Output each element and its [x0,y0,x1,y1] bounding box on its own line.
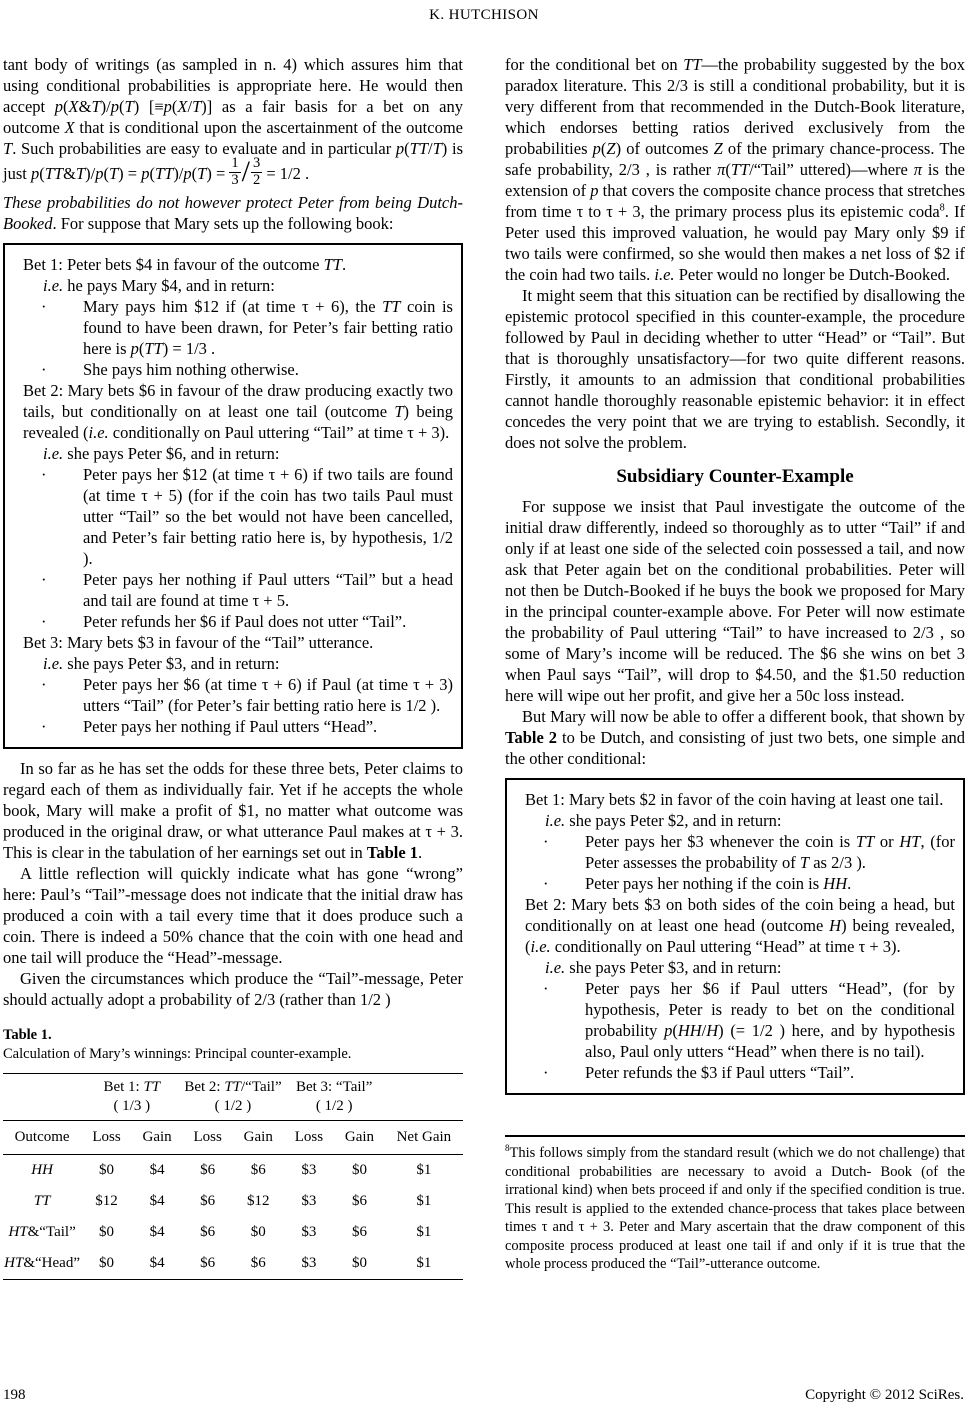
stacked-fraction: $\frac{1}{3}$ [231,155,239,188]
text-run: ( [725,160,731,179]
text-run: i.e. [545,811,566,830]
box-line-text [83,360,299,379]
bullet-marker: · [41,716,47,736]
text-run: HT [4,1254,24,1271]
box-line-bet [13,380,453,443]
paragraph [505,285,965,453]
text-run: T [432,139,442,158]
text-run: TT [730,160,750,179]
text-run: Peter would no longer be Dutch-Booked. [674,265,950,284]
box-line-bet [515,894,955,957]
value-cell: $6 [200,1192,216,1209]
column-header: Gain [334,1120,385,1154]
box-line-ie [13,275,453,296]
winnings-table [3,1073,463,1280]
column-header: Loss [81,1120,132,1154]
text-run: X [64,118,75,137]
text-run: conditionally on Paul uttering “Tail” at time τ + 3). [108,422,450,442]
box-line-bullet [515,978,955,1062]
text-run: p [141,164,150,184]
text-run: TT [382,296,401,316]
table-group-header [81,1073,182,1120]
text-run: HT [899,832,921,851]
text-run: TT [143,1078,161,1095]
bet-label [182,1078,283,1097]
text-run: T [124,97,134,116]
text-run: Peter refunds her $6 if Paul does not utter “Tail”. [83,611,407,631]
table-container [3,1073,463,1280]
value-cell: $12 [95,1192,118,1209]
value-cell: $0 [81,1248,132,1280]
text-run: Peter pays her $6 (at time τ + 6) if Paul (at time τ + 3) utters “Tail” (for Peter’s fair betting ratio here is 1/2 ). [83,674,453,715]
bullet-marker: · [543,832,549,851]
right-column [505,54,965,1274]
text-run: Bet 2: Mary bets $6 in favour of the draw producing exactly two tails, but conditionally on at least one tail (outcome [23,380,453,421]
text-run: X [68,97,79,116]
text-run: Z [713,139,723,158]
value-cell: $0 [351,1161,367,1178]
table-cell-empty [3,1073,81,1120]
value-cell: $6 [250,1161,266,1178]
box-line-bullet [13,569,453,611]
bet-box-principal [3,243,463,749]
box-line-bullet [13,464,453,569]
text-run: TT [154,164,174,184]
text-run: p [95,164,104,184]
bet-probability: ( 1/3 ) [113,1097,151,1114]
box-line-bet [13,632,453,653]
text-run: . Such probabilities are easy to evaluate and in particular [12,139,396,158]
text-run: or [874,832,900,851]
text-run: Peter pays her nothing if Paul utters “Head”. [83,716,378,736]
text-run: TT [44,164,64,184]
text-run: )/ [100,97,111,116]
text-run: ( [138,338,145,358]
text-run: Bet 3: Mary bets $3 in favour of the “Tail” utterance. [23,632,374,652]
table-group-header [182,1073,283,1120]
text-run: π [913,160,923,179]
text-run: ) is just [3,139,463,184]
text-run: Bet 1: Peter bets $4 in favour of the outcome [23,254,324,274]
fraction-slash: / [241,155,250,189]
column-header: Net Gain [385,1120,463,1154]
box-line-text [525,895,955,956]
text-run: )/ [85,164,96,184]
text-run: )/ [173,164,184,184]
paragraph [3,968,463,1010]
value-cell: $4 [149,1223,165,1240]
box-line-bullet [13,674,453,716]
table-caption-label: Table 1. [3,1026,52,1043]
text-run: coin is found to have been drawn, for Peter’s fair betting ratio here is [83,296,453,358]
text-run: i.e. [654,265,675,284]
value-cell: $6 [200,1223,216,1240]
copyright-notice: Copyright © 2012 SciRes. [805,1387,964,1403]
text-run: p [592,139,601,158]
text-run: ) = [118,164,142,184]
text-run: ( [171,97,178,116]
box-line-text [23,381,453,442]
value-cell: $3 [284,1248,335,1280]
bullet-marker: · [41,674,47,694]
text-run: , (for Peter assesses the probability of [585,832,956,872]
column-header: Gain [132,1120,183,1154]
text-run: / [428,139,433,158]
text-run: /“Tail” [241,1078,282,1095]
text-run: T [75,164,86,184]
paragraph-italic-lead [3,192,463,234]
text-run: / [187,97,193,116]
text-run: i.e. [43,443,64,463]
text-run: i.e. [545,958,566,977]
text-run: she pays Peter $3, and in return: [565,958,782,977]
text-run: TT [409,139,429,158]
text-run: he pays Mary $4, and in return: [63,275,275,295]
text-run: . [847,874,852,893]
text-run: . If Peter used this improved valuation, he would pay Mary only $9 if two tails were confirmed, so she would then makes a net loss of $2 if the coin had two tails. [505,202,965,284]
value-cell: $6 [351,1223,367,1240]
text-run: A little reflection will quickly indicate what has gone “wrong” here: Paul’s “Tail”-message does not indicate that the initial draw has produced a coin with a tail every time that it does produce such a coin. There is indeed a 50% chance that the coin with one head and one tail will produce the “Head”-message. [3,863,463,967]
bullet-marker: · [41,611,47,631]
box-line-ie [515,957,955,978]
box-line-text [545,958,781,977]
text-run: p [590,181,599,200]
paragraph [505,496,965,706]
bullet-marker: · [41,359,47,379]
text-run: TT [323,254,342,274]
text-run: T [197,164,207,184]
value-cell: $3 [301,1192,317,1209]
text-run: Mary pays him $12 if (at time τ + 6), the [83,296,383,316]
text-run: Bet 3: “Tail” [295,1078,373,1095]
text-run: = 1/2 . [262,164,310,184]
box-line-text [83,297,453,358]
bullet-marker: · [41,569,47,589]
box-line-text [83,612,406,631]
bullet-marker: · [41,296,47,316]
text-run: ) [≡ [133,97,164,116]
text-run: &“Head” [23,1254,80,1271]
text-run: Peter pays her $12 (at time τ + 6) if two tails are found (at time τ + 5) (for if the coin has two tails Paul must utter “Tail” so the bet would not have been cancelled, and Peter’s fair betting ratio here is, by hypothesis, 1/2 ). [83,464,453,568]
text-run: p [664,1021,673,1040]
box-line-text [23,633,373,652]
text-run: T [799,853,810,872]
text-run: Bet 1: [103,1078,144,1095]
paragraph-continuation [505,54,965,285]
paragraph-continuation [3,54,463,192]
text-run: ( [191,164,198,184]
text-run: T [394,401,404,421]
column-header: Loss [284,1120,335,1154]
footnote [505,1135,965,1274]
text-run: HT [8,1223,28,1240]
text-run: conditionally on Paul uttering “Head” at time τ + 3). [550,937,901,956]
bet-label [284,1078,385,1097]
value-cell: $3 [301,1161,317,1178]
box-line-text [43,276,275,295]
outcome-cell [3,1186,81,1217]
text-run: &“Tail” [27,1223,76,1240]
box-line-text [585,979,955,1061]
box-line-bullet [13,716,453,737]
text-run: H [706,1021,719,1040]
value-cell: $4 [149,1192,165,1209]
outcome-cell [3,1217,81,1248]
text-run: ) (= 1/2 ) here, and by hypothesis also, Paul only utters “Head” when there is no tail). [585,1021,955,1061]
box-line-bet [13,254,453,275]
box-line-bullet [515,873,955,894]
table-group-header [284,1073,385,1120]
text-run: ( [63,97,69,116]
stacked-fraction: $\frac{3}{2}$ [253,155,261,188]
box-line-bullet [13,359,453,380]
value-cell: $12 [247,1192,270,1209]
running-head: K. HUTCHISON [429,7,539,23]
box-line-text [83,675,453,715]
text-run: for the conditional bet on [505,55,684,74]
box-line-ie [13,443,453,464]
text-run: 8 [505,1143,510,1154]
bullet-marker: · [543,979,549,998]
text-run: T [192,97,202,116]
text-run: p [183,164,192,184]
text-run: In so far as he has set the odds for these three bets, Peter claims to regard each of them as individually fair. Yet if he accepts the whole book, Mary will make a profit of $1, no matter what outcome was produced in the original draw, or what utterance Paul makes at τ + 3. This is clear in the tabulation of her earnings set out in [3,758,463,862]
text-run: 8 [939,202,945,214]
table-row [3,1154,463,1186]
bet-probability: ( 1/2 ) [214,1097,252,1114]
box-line-text [83,717,377,736]
table-row [3,1248,463,1280]
box-line-text [43,444,279,463]
box-line-text [585,1063,854,1082]
box-line-bullet [515,1062,955,1083]
text-run: Z [606,139,616,158]
text-run: HH [677,1021,702,1040]
table-column-header-row [3,1120,463,1154]
text-run: T [91,97,101,116]
table-caption-text: Calculation of Mary’s winnings: Principal counter-example. [3,1045,352,1062]
box-line-text [83,570,453,610]
paragraph [3,863,463,968]
text-run: TT [144,338,163,358]
section-heading: Subsidiary Counter-Example [616,466,854,487]
text-run: It might seem that this situation can be rectified by disallowing the epistemic protocol specified in this counter-example, the procedure followed by Paul in deciding whether to utter “Head” or “Tail”. But that is thoroughly unsatisfactory—for two quite different reasons. Firstly, it amounts to an admission that conditional probabilities cannot handle thoroughly reasonable epistemic behavior: it in effect concedes the very point that we are trying to establish. Secondly, it does not solve the problem. [505,286,965,452]
text-run: p [110,97,119,116]
outcome-cell [3,1154,81,1186]
text-run: TT [224,1078,242,1095]
text-run: that covers the composite chance process that stretches from time τ to τ + 3, the primary process plus its epistemic coda [505,181,966,221]
text-run: These probabilities do not however protect Peter from being Dutch-Booked [3,192,463,233]
box-line-text [525,790,943,809]
text-run: of the primary chance-process. The safe probability, 2/3 , is rather [505,139,965,179]
text-run: Given the circumstances which produce the “Tail”-message, Peter should actually adopt a probability of 2/3 (rather than 1/2 ) [3,968,463,1009]
text-run: as 2/3 ). [809,853,866,872]
text-run: This follows simply from the standard result (which we do not challenge) that conditional probabilities are necessary to avoid a Dutch- Book (of the irrational kind) when bets proceed if and only if the specified condition is true. This result is applied to the extended chance-process that takes place between times τ and τ + 3. Peter and Mary ascertain that the draw component of this composite process produced at least one tail if and only if it is true that the whole process produced the “Tail”-utterance outcome. [505,1145,965,1272]
text-run: Bet 2: [184,1078,225,1095]
text-run: p [130,338,139,358]
table-group-header-row [3,1073,463,1120]
text-run: Peter pays her nothing if Paul utters “Tail” but a head and tail are found at time τ + 5. [83,569,453,610]
text-run: p [163,97,172,116]
box-line-bullet [13,296,453,359]
text-run: H [829,916,842,935]
text-run: that is conditional upon the ascertainment of the outcome [74,118,463,137]
value-cell: $0 [334,1248,385,1280]
text-run: Peter pays her nothing if the coin is [585,874,824,893]
text-run: Bet 1: Mary bets $2 in favor of the coin having at least one tail. [525,790,944,809]
page-number: 198 [3,1387,26,1403]
value-cell: $6 [351,1192,367,1209]
table-caption [3,1026,463,1064]
text-run: she pays Peter $6, and in return: [63,443,280,463]
text-run: ) of outcomes [615,139,714,158]
value-cell: $6 [233,1248,284,1280]
text-run: /“Tail” uttered)—where [749,160,914,179]
text-run: . [341,254,347,274]
value-cell: $1 [416,1192,432,1209]
text-run: Table 1 [366,842,419,862]
box-line-text [43,654,279,673]
text-run: she pays Peter $2, and in return: [565,811,782,830]
column-header: Outcome [3,1120,81,1154]
box-line-ie [13,653,453,674]
text-run: ( [39,164,45,184]
box-line-ie [515,810,955,831]
table-row [3,1217,463,1248]
text-run: ) = 1/3 . [162,338,216,358]
bullet-marker: · [543,874,549,893]
bet-box-subsidiary [505,778,965,1095]
text-run: ( [119,97,125,116]
text-run: p [54,97,64,116]
column-header: Gain [233,1120,284,1154]
box-line-text [585,832,955,872]
text-run: T [3,139,13,158]
bullet-marker: · [543,1063,549,1082]
text-run: HH [31,1161,53,1178]
text-run: π [717,160,726,179]
outcome-cell [3,1248,81,1280]
box-line-bet [515,789,955,810]
value-cell: $1 [385,1248,463,1280]
box-line-bullet [13,611,453,632]
text-run: & [63,164,76,184]
table-cell-empty [385,1073,463,1120]
text-run: TT [33,1192,51,1209]
text-run: Table 2 [505,728,558,747]
value-cell: $1 [416,1223,432,1240]
bet-label [81,1078,182,1097]
text-run: )] as a fair basis for a bet on any outcome [3,97,464,137]
text-run: . [418,842,423,862]
text-run: is the extension of [505,160,965,200]
text-run: —the probability suggested by the box paradox literature. This 2/3 is still a conditional probability, but it is very different from that recommended in the Dutch-Book literature, which endorses betting ratios derived exclusively from the probabilities [505,55,965,158]
table-row [3,1186,463,1217]
bet-probability: ( 1/2 ) [315,1097,353,1114]
text-run: Bet 2: Mary bets $3 on both sides of the coin being a head, but conditionally on at least one head (outcome [525,895,955,935]
text-run: X [177,97,188,116]
box-line-text [545,811,781,830]
value-cell: $4 [132,1248,183,1280]
text-run: she pays Peter $3, and in return: [63,653,280,673]
text-run: ( [103,164,109,184]
value-cell: $1 [416,1161,432,1178]
text-run: Peter refunds the $3 if Paul utters “Tail”. [585,1063,855,1082]
box-line-text [83,465,453,568]
text-run: ( [404,139,410,158]
text-run: to be Dutch, and consisting of just two bets, one simple and the other conditional: [505,728,966,768]
text-run: p [30,164,40,184]
value-cell: $0 [250,1223,266,1240]
text-run: . For suppose that Mary sets up the following book: [52,213,394,233]
paragraph [505,706,965,769]
text-run: For suppose we insist that Paul investigate the outcome of the initial draw differently, indeed so thoroughly as to utter “Tail” if and only if at least one side of the selected coin possessed a tail, and now ask that Peter again bet on the conditional probabilities. Peter will not then be Dutch-Booked if he buys the book we proposed for Mary in the principal counter-example above. For Peter will now estimate the probability of Paul uttering “Tail” to have increased to 2/3 , so some of Mary’s income will be reduced. The $6 she wins on bet 3 when Paul says “Tail”, will drop to $4.50, and the $1.50 reduction here will wipe out her profit, and give her a 50c loss instead. [505,497,965,705]
bullet-marker: · [41,464,47,484]
paragraph [3,758,463,863]
text-run: Peter pays her $3 whenever the coin is [585,832,856,851]
text-run: ( [600,139,607,158]
value-cell: $4 [149,1161,165,1178]
text-run: ) = [206,164,230,184]
text-run: ) being revealed ( [23,401,453,442]
value-cell: $6 [200,1161,216,1178]
text-run: ( [149,164,155,184]
text-run: i.e. [88,422,109,442]
text-run: Peter pays her $6 if Paul utters “Head”, (for by hypothesis, Peter is ready to bet on the conditional probability [585,979,955,1040]
box-line-bullet [515,831,955,873]
text-run: / [701,1021,707,1040]
left-column [3,54,463,1280]
text-run: But Mary will now be able to offer a different book, that shown by [522,707,965,726]
box-line-text [585,874,851,893]
text-run: ) being revealed, ( [525,916,955,956]
text-run: ( [672,1021,678,1040]
box-line-text [23,255,346,274]
text-run: & [78,97,92,116]
text-run: p [395,139,405,158]
text-run: She pays him nothing otherwise. [83,359,299,379]
text-run: TT [683,55,702,74]
value-cell: $0 [98,1223,114,1240]
value-cell: $0 [98,1161,114,1178]
text-run: HH [823,874,848,893]
text-run: i.e. [43,275,64,295]
text-run: i.e. [530,937,551,956]
text-run: T [108,164,119,184]
text-run: i.e. [43,653,64,673]
value-cell: $6 [182,1248,233,1280]
text-run: tant body of writings (as sampled in n. 4) which assures him that using conditional probabilities is appropriate here. He would then accept [3,55,463,116]
value-cell: $3 [301,1223,317,1240]
text-run: TT [855,832,875,851]
column-header: Loss [182,1120,233,1154]
